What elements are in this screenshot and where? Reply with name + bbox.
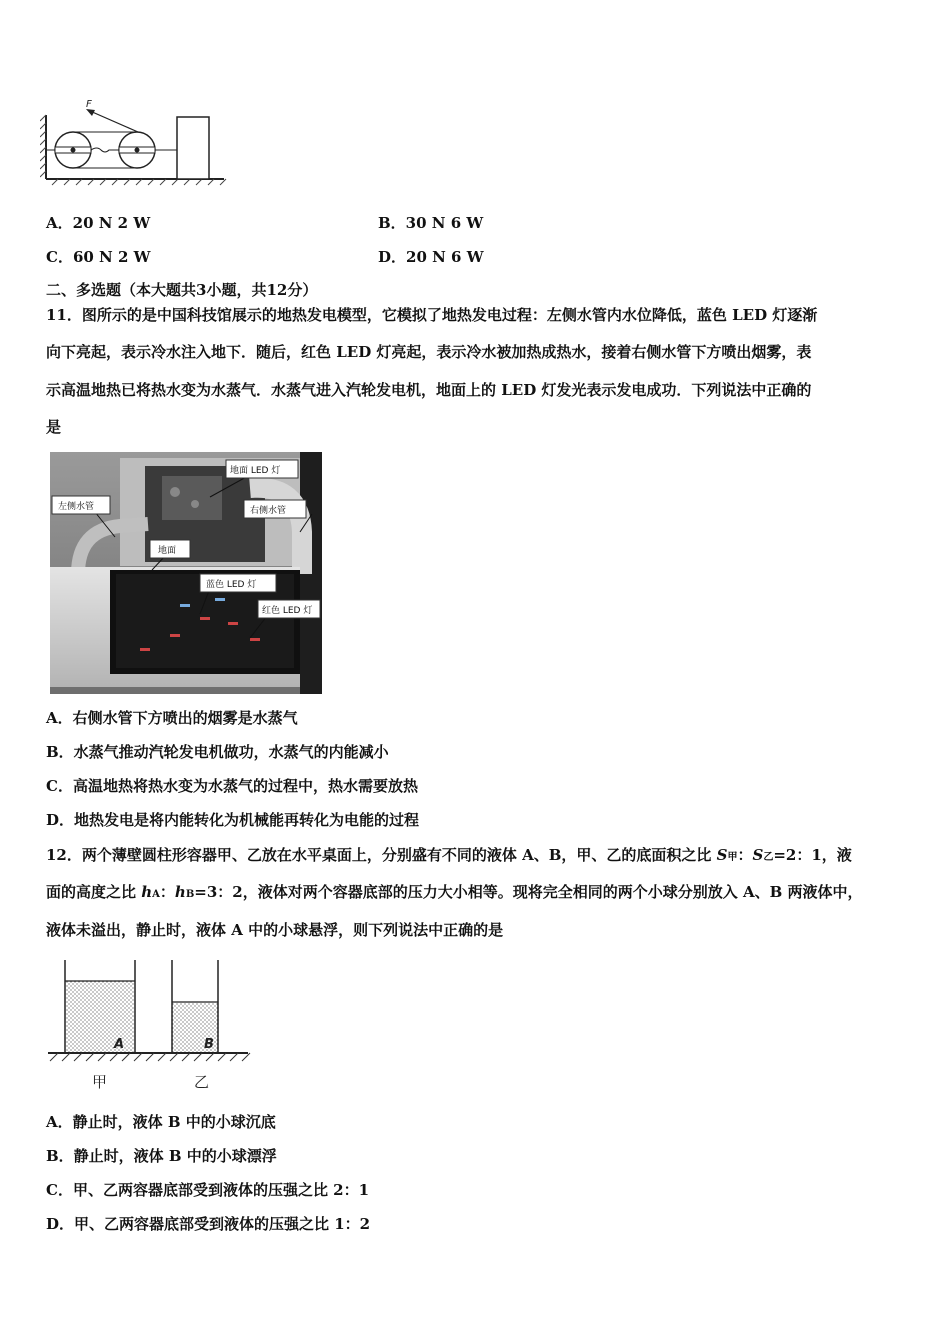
q10-option-a: A．20 N 2 W [46, 214, 151, 232]
q11-option-d: D．地热发电是将内能转化为机械能再转化为电能的过程 [46, 811, 420, 829]
q12-stem-line-3: 液体未溢出，静止时，液体 A 中的小球悬浮，则下列说法中正确的是 [46, 921, 504, 939]
liquid-a-label: A [114, 1037, 125, 1052]
q12-line1-text: 12．两个薄壁圆柱形容器甲、乙放在水平桌面上，分别盛有不同的液体 A、B，甲、乙的底面积之比 [46, 846, 717, 864]
label-red-led: 红色 LED 灯 [262, 606, 313, 616]
q11-option-b: B．水蒸气推动汽轮发电机做功，水蒸气的内能减小 [46, 743, 389, 761]
container-jia-label: 甲 [92, 1073, 108, 1091]
label-right-pipe: 右侧水管 [250, 506, 287, 516]
liquid-b-label: B [204, 1037, 214, 1052]
container-yi-label: 乙 [194, 1073, 210, 1091]
q12-option-c: C．甲、乙两容器底部受到液体的压强之比 2：1 [46, 1181, 370, 1199]
height-symbol-2: h [174, 883, 186, 901]
ratio-colon-1: ： [737, 846, 753, 864]
q12-line2-text: 面的高度之比 [46, 883, 142, 901]
q11-stem-line-3: 示高温地热已将热水变为水蒸气．水蒸气进入汽轮发电机，地面上的 LED 灯发光表示发电成功．下列说法中正确的 [46, 381, 812, 399]
height-subscript-1: A [152, 889, 160, 900]
ratio-colon-2: ： [159, 883, 175, 901]
q12-option-b: B．静止时，液体 B 中的小球漂浮 [46, 1147, 277, 1165]
q12-stem-line-2 [46, 882, 863, 905]
area-symbol-2: S [752, 846, 764, 864]
pulley-figure [40, 95, 230, 187]
force-label: F [86, 99, 92, 110]
q12-option-a: A．静止时，液体 B 中的小球沉底 [46, 1113, 276, 1131]
label-left-pipe: 左侧水管 [58, 502, 95, 512]
area-subscript-2: 乙 [763, 852, 774, 863]
q11-option-a: A．右侧水管下方喷出的烟雾是水蒸气 [46, 709, 298, 727]
q11-option-c: C．高温地热将热水变为水蒸气的过程中，热水需要放热 [46, 777, 418, 795]
geothermal-model-photo [50, 452, 322, 694]
q10-option-b: B．30 N 6 W [378, 214, 484, 232]
q10-option-d: D．20 N 6 W [378, 248, 484, 266]
label-ground: 地面 [158, 546, 177, 556]
q12-stem-line-1 [46, 845, 852, 868]
area-symbol-1: S [716, 846, 728, 864]
label-blue-led: 蓝色 LED 灯 [206, 580, 257, 590]
q11-stem-line-2: 向下亮起，表示冷水注入地下．随后，红色 LED 灯亮起，表示冷水被加热成热水，接着右侧水管下方喷出烟雾，表 [46, 343, 812, 361]
q11-stem-line-1: 11．图所示的是中国科技馆展示的地热发电模型，它模拟了地热发电过程：左侧水管内水位降低，蓝色 LED 灯逐渐 [46, 306, 818, 324]
containers-figure [44, 955, 254, 1095]
height-symbol-1: h [141, 883, 153, 901]
height-subscript-2: B [185, 889, 195, 900]
label-ground-led: 地面 LED 灯 [230, 466, 281, 476]
section-heading: 二、多选题（本大题共3小题，共12分） [46, 281, 318, 299]
q12-line2-text-end: =3：2，液体对两个容器底部的压力大小相等。现将完全相同的两个小球分别放入 A、B 两液体中， [194, 883, 863, 901]
q10-option-c: C．60 N 2 W [46, 248, 151, 266]
q11-stem-line-4: 是 [46, 418, 62, 436]
q12-line1-text-end: =2：1，液 [773, 846, 852, 864]
q12-option-d: D．甲、乙两容器底部受到液体的压强之比 1：2 [46, 1215, 371, 1233]
area-subscript-1: 甲 [727, 852, 738, 863]
